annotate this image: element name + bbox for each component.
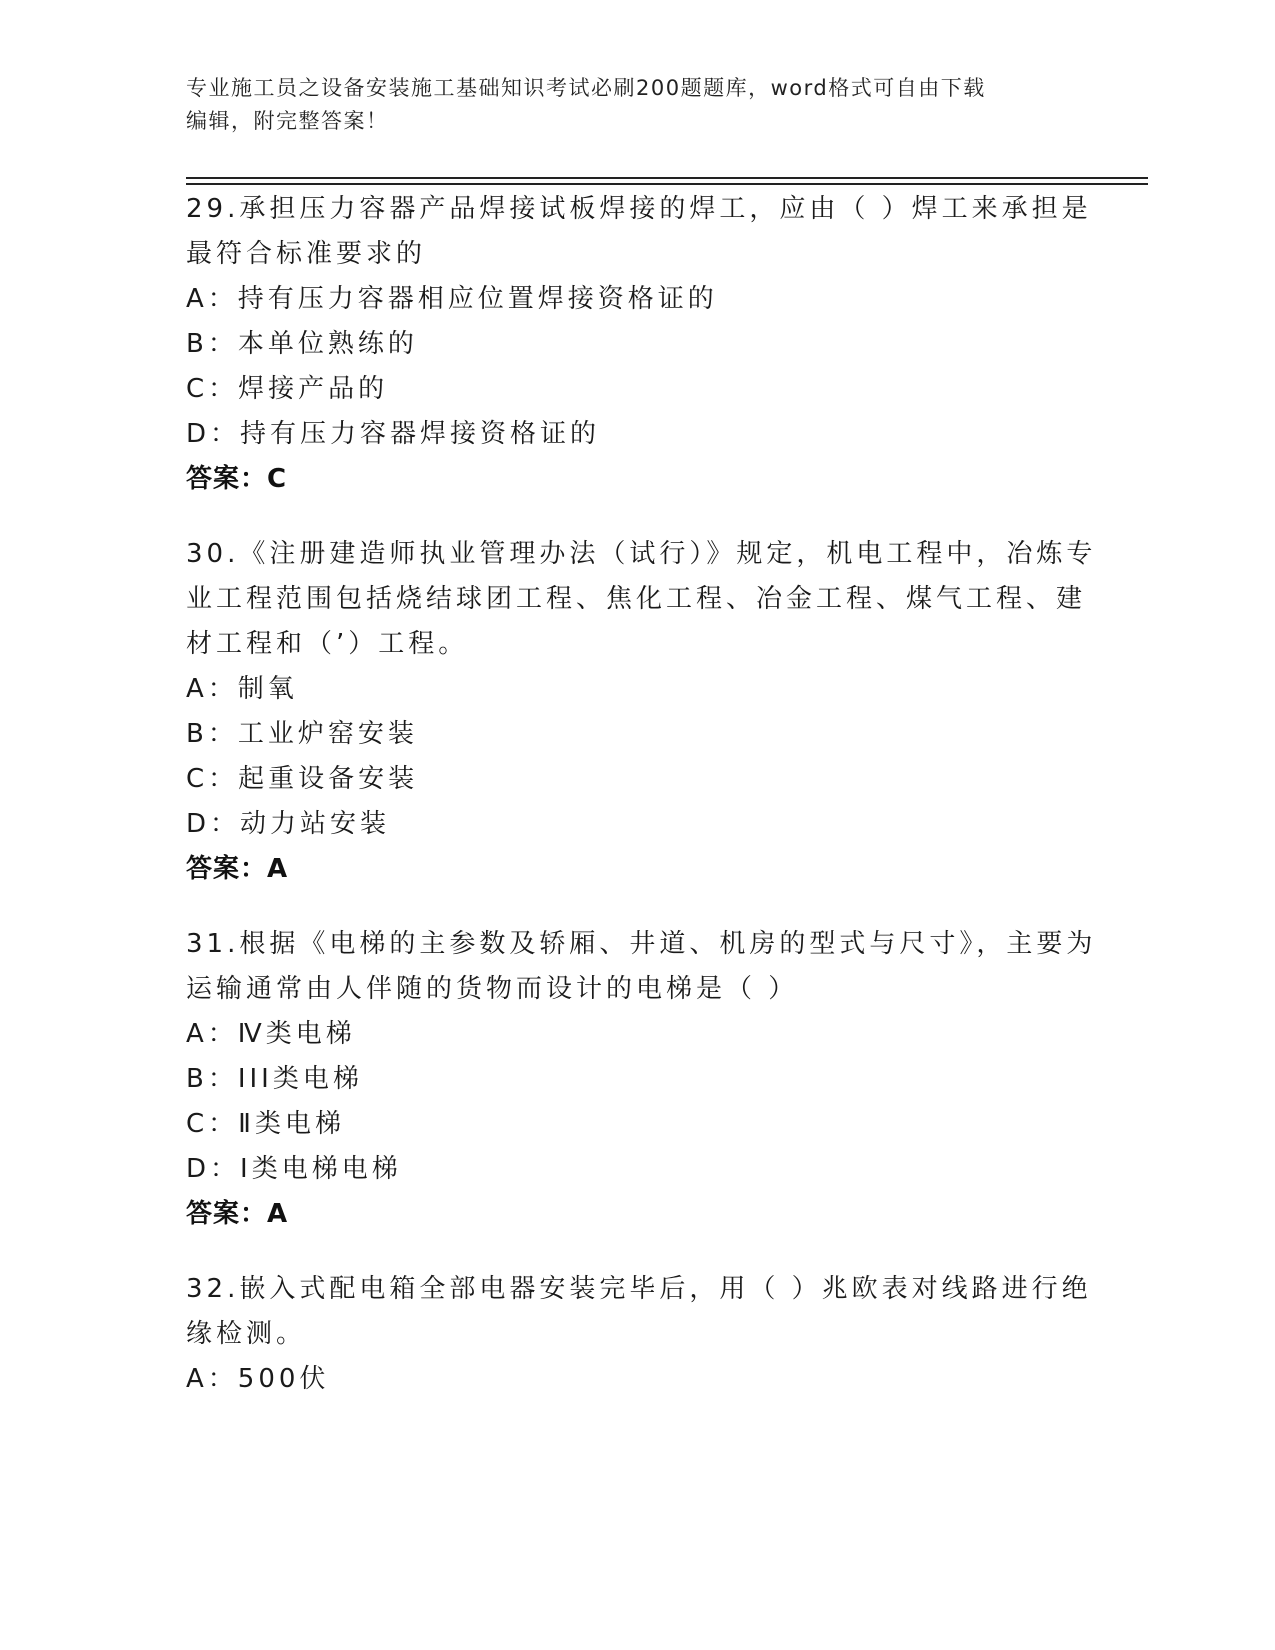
- option-a: A：Ⅳ类电梯: [186, 1019, 356, 1049]
- option-c: C：Ⅱ类电梯: [186, 1109, 345, 1139]
- option-a: A：制氧: [186, 674, 298, 704]
- question-29: [186, 187, 1092, 502]
- question-stem-line: 30.《注册建造师执业管理办法（试行）》规定，机电工程中，冶炼专: [186, 539, 1097, 569]
- option-d: D：动力站安装: [186, 809, 391, 839]
- question-stem-line: 29.承担压力容器产品焊接试板焊接的焊工，应由（ ）焊工来承担是: [186, 194, 1092, 224]
- answer: 答案：C: [186, 464, 288, 494]
- question-stem-line: 缘检测。: [186, 1319, 307, 1349]
- option-a: A：持有压力容器相应位置焊接资格证的: [186, 284, 718, 314]
- option-a: A：500伏: [186, 1364, 330, 1394]
- option-b: B：工业炉窑安装: [186, 719, 418, 749]
- option-b: B：III类电梯: [186, 1064, 363, 1094]
- header-line-2: 编辑，附完整答案！: [186, 109, 389, 133]
- answer: 答案：A: [186, 1199, 289, 1229]
- option-c: C：起重设备安装: [186, 764, 419, 794]
- question-30: [186, 532, 1097, 892]
- question-stem-line: 材工程和（’）工程。: [186, 629, 469, 659]
- header-divider-bottom: [186, 183, 1148, 185]
- question-stem-line: 31.根据《电梯的主参数及轿厢、井道、机房的型式与尺寸》，主要为: [186, 929, 1097, 959]
- question-31: [186, 922, 1097, 1237]
- option-c: C：焊接产品的: [186, 374, 389, 404]
- question-stem-line: 32.嵌入式配电箱全部电器安装完毕后，用（ ）兆欧表对线路进行绝: [186, 1274, 1092, 1304]
- header-line-1: 专业施工员之设备安装施工基础知识考试必刷200题题库，word格式可自由下载: [186, 76, 986, 100]
- option-d: D：Ⅰ类电梯电梯: [186, 1154, 402, 1184]
- option-b: B：本单位熟练的: [186, 329, 418, 359]
- question-stem-line: 运输通常由人伴随的货物而设计的电梯是（ ）: [186, 974, 799, 1004]
- question-list: [186, 187, 1097, 1432]
- option-d: D：持有压力容器焊接资格证的: [186, 419, 601, 449]
- question-stem-line: 最符合标准要求的: [186, 239, 427, 269]
- question-32: [186, 1267, 1092, 1402]
- question-stem-line: 业工程范围包括烧结球团工程、焦化工程、冶金工程、煤气工程、建: [186, 584, 1087, 614]
- header-divider-top: [186, 177, 1148, 179]
- answer: 答案：A: [186, 854, 289, 884]
- document-header: [186, 72, 1066, 138]
